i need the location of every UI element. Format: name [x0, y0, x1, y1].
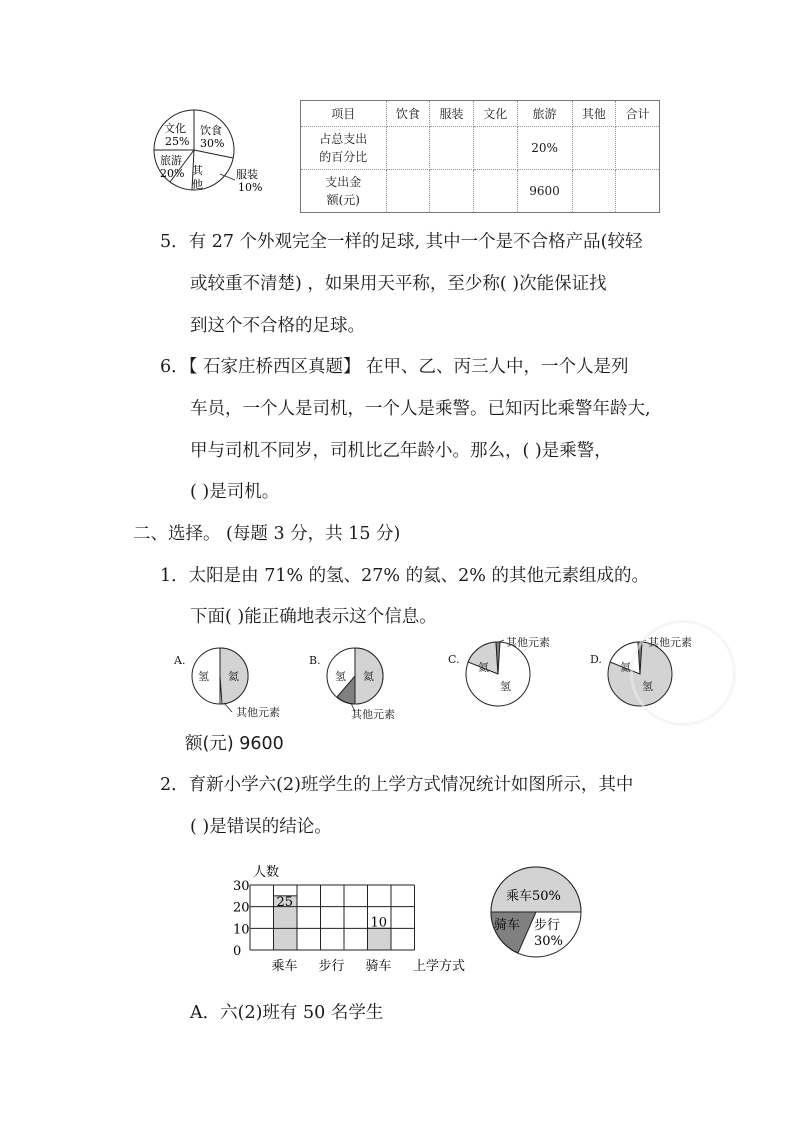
- row-label-line: 的百分比: [319, 150, 368, 164]
- q5-line-2: 或较重不清楚) ，如果用天平称，至少称( )次能保证找: [190, 274, 607, 294]
- pie-pct-clothing: 10%: [238, 181, 263, 194]
- table-header-travel: 旅游: [517, 101, 572, 127]
- table-cell-travel-amount: 9600: [517, 170, 572, 213]
- option-letter: B.: [309, 654, 321, 667]
- q6-line-1: 6．【 石家庄桥西区真题】 在甲、乙、丙三人中，一个人是列: [160, 357, 629, 377]
- q5-line-3: 到这个不合格的足球。: [190, 316, 365, 336]
- option-b-label-2: 氦: [363, 670, 374, 683]
- mc2-option-a[interactable]: A．六(2)班有 50 名学生: [190, 1003, 384, 1023]
- bar-data-label: 10: [370, 915, 388, 931]
- watermark-seal: [630, 620, 736, 726]
- pie-slice-pct-walk: 30%: [534, 934, 563, 949]
- table-cell: [430, 127, 474, 170]
- table-header-culture: 文化: [473, 101, 517, 127]
- stray-text: 额(元) 9600: [185, 734, 284, 754]
- commute-pie-chart: [478, 862, 608, 962]
- y-tick-label: 10: [233, 922, 250, 938]
- option-c-label-2: 氢: [500, 680, 511, 693]
- option-letter: C.: [448, 653, 460, 666]
- table-header-item: 项目: [301, 101, 387, 127]
- pie-label-food: 饮食: [200, 124, 222, 137]
- section-title: 二、选择。 (每题 3 分，共 15 分): [133, 524, 401, 544]
- option-a-label-2: 氦: [228, 670, 239, 683]
- q6-line-2: 车员，一个人是司机，一个人是乘警。已知丙比乘警年龄大,: [190, 399, 651, 419]
- table-cell: [386, 170, 430, 213]
- option-b-other: 其他元素: [351, 708, 395, 721]
- q6-line-4: ( )是司机。: [190, 482, 280, 502]
- table-row-percent-label: [301, 127, 387, 170]
- commute-bar-chart: [225, 852, 485, 974]
- mc1-option-b[interactable]: [307, 640, 427, 722]
- mc1-line-1: 1．太阳是由 71% 的氢、27% 的氦、2% 的其他元素组成的。: [160, 566, 649, 586]
- y-tick-label: 20: [233, 900, 250, 916]
- option-c-label-1: 氦: [478, 661, 489, 674]
- q6-line-3: 甲与司机不同岁，司机比乙年龄小。那么，( )是乘警，: [190, 441, 612, 461]
- bar: [368, 928, 392, 950]
- option-b-label-1: 氢: [335, 670, 346, 683]
- budget-table: [300, 100, 660, 213]
- row-label-line: 额(元): [326, 193, 360, 207]
- pie-slice-label-walk: 步行: [534, 918, 561, 933]
- pie-pct-travel: 20%: [160, 167, 185, 180]
- mc1-option-c[interactable]: [448, 632, 588, 714]
- table-cell: [616, 127, 660, 170]
- option-d-label-2: 氢: [642, 680, 653, 693]
- mc2-line-1: 2．育新小学六(2)班学生的上学方式情况统计如图所示，其中: [160, 775, 634, 795]
- mc1-option-a[interactable]: [172, 640, 292, 722]
- pie-label-clothing: 服装: [236, 168, 258, 181]
- pie-pct-food: 30%: [200, 137, 225, 150]
- mc2-line-2: ( )是错误的结论。: [190, 817, 332, 837]
- x-tick-label: 乘车: [271, 959, 298, 974]
- pie-label-culture: 文化: [164, 122, 186, 135]
- option-a-label-1: 氢: [198, 670, 209, 683]
- option-a-other: 其他元素: [236, 706, 280, 719]
- table-cell-travel-percent: 20%: [517, 127, 572, 170]
- y-tick-label: 0: [233, 944, 242, 959]
- table-header-total: 合计: [616, 101, 660, 127]
- mc1-line-2: 下面( )能正确地表示这个信息。: [190, 607, 437, 627]
- row-label-line: 支出金: [325, 175, 362, 189]
- x-axis-label: 上学方式: [413, 959, 466, 974]
- budget-pie-chart: [140, 102, 275, 202]
- table-cell: [386, 127, 430, 170]
- pie-label-other-2: 他: [192, 178, 203, 191]
- table-header-food: 饮食: [386, 101, 430, 127]
- q5-line-1: 5．有 27 个外观完全一样的足球, 其中一个是不合格产品(较轻: [160, 232, 643, 252]
- table-cell: [572, 127, 616, 170]
- option-d-label-1: 氦: [620, 661, 631, 674]
- option-c-other: 其他元素: [506, 636, 550, 649]
- table-cell: [473, 170, 517, 213]
- option-d-other: 其他元素: [648, 636, 692, 649]
- option-letter: D.: [590, 653, 602, 666]
- pie-slice-label-bus: 乘车50%: [506, 889, 561, 904]
- row-label-line: 占总支出: [319, 132, 368, 146]
- pie-label-travel: 旅游: [160, 154, 182, 167]
- table-header-other: 其他: [572, 101, 616, 127]
- pie-pct-culture: 25%: [165, 135, 190, 148]
- table-cell: [473, 127, 517, 170]
- table-cell: [616, 170, 660, 213]
- table-cell: [430, 170, 474, 213]
- y-axis-label: 人数: [253, 865, 280, 880]
- option-letter: A.: [174, 654, 186, 667]
- y-tick-label: 30: [233, 879, 250, 894]
- x-tick-label: 步行: [318, 959, 345, 974]
- table-header-clothing: 服装: [430, 101, 474, 127]
- pie-slice-label-bike: 骑车: [494, 918, 521, 933]
- x-tick-label: 骑车: [365, 959, 392, 974]
- table-row-amount-label: [301, 170, 387, 213]
- bar-data-label: 25: [276, 894, 294, 910]
- pie-label-other-1: 其: [192, 164, 203, 177]
- table-cell: [572, 170, 616, 213]
